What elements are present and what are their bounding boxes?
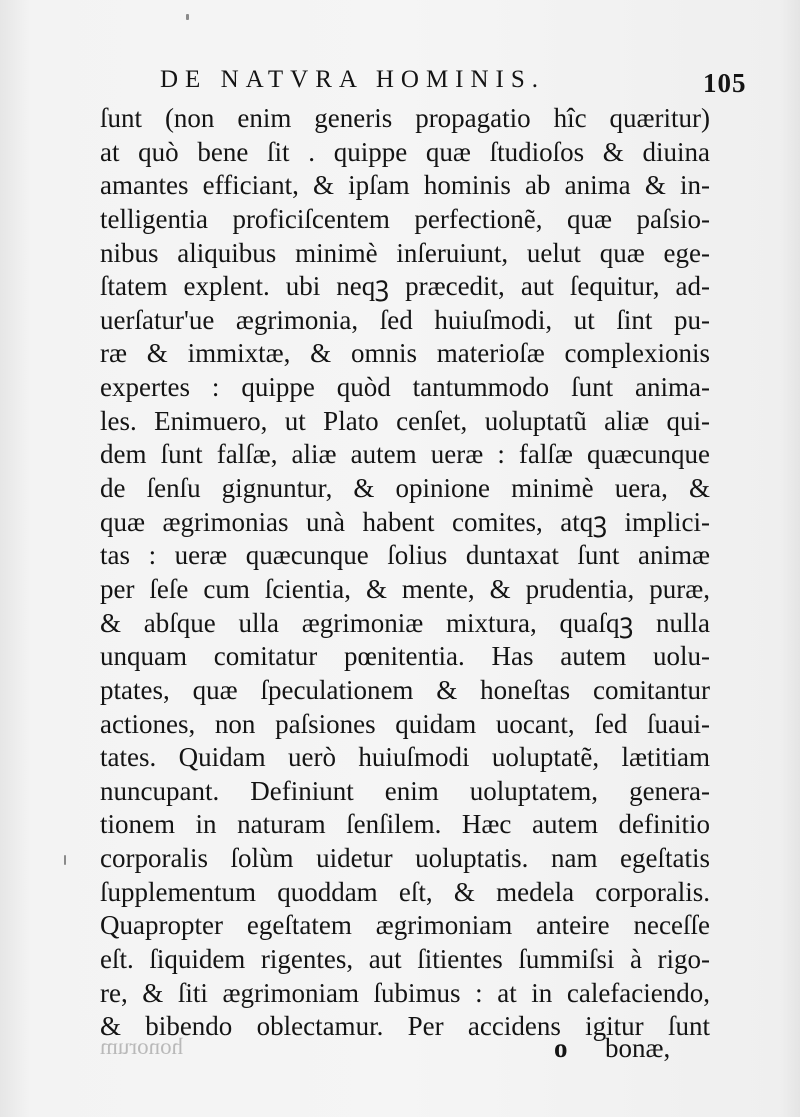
- body-text: [100, 102, 716, 1044]
- ink-speck: [186, 14, 189, 20]
- text-line: per ſeſe cum ſcientia, & mente, & prudentia, puræ,: [100, 573, 710, 604]
- signature-mark: o: [554, 1033, 568, 1063]
- text-line: amantes efficiant, & ipſam hominis ab anima & in-: [100, 170, 710, 201]
- text-line: tas : ueræ quæcunque ſolius duntaxat ſunt animæ: [100, 540, 710, 571]
- text-line: uerſatur'ue ægrimonia, ſed huiuſmodi, ut ſint pu-: [100, 304, 710, 335]
- text-line: Quapropter egeſtatem ægrimoniam anteire neceſſe: [100, 910, 710, 941]
- catchword: bonæ,: [605, 1033, 671, 1063]
- text-line: unquam comitatur pœnitentia. Has autem uolu-: [100, 641, 710, 672]
- text-line: ſunt (non enim generis propagatio hîc quæritur): [100, 103, 710, 133]
- text-line: les. Enimuero, ut Plato cenſet, uoluptatũ aliæ qui-: [100, 405, 710, 436]
- running-title: DE NATVRA HOMINIS.: [160, 66, 546, 93]
- text-line: quæ ægrimonias unà habent comites, atqꝫ implici-: [100, 506, 710, 537]
- text-line: & abſque ulla ægrimoniæ mixtura, quaſqꝫ nulla: [100, 607, 710, 638]
- text-line: ptates, quæ ſpeculationem & honeſtas comitantur: [100, 674, 710, 705]
- page-number: 105: [703, 68, 747, 98]
- text-line: tates. Quidam uerò huiuſmodi uoluptatẽ, lætitiam: [100, 742, 710, 773]
- text-line: actiones, non paſsiones quidam uocant, ſed ſuaui-: [100, 708, 710, 739]
- text-line: at quò bene ſit . quippe quæ ſtudioſos & diuina: [100, 136, 710, 167]
- text-line: re, & ſiti ægrimoniam ſubimus : at in calefaciendo,: [100, 977, 710, 1008]
- text-line: ſupplementum quoddam eſt, & medela corporalis.: [100, 876, 710, 907]
- show-through-text: honorum: [100, 1034, 184, 1059]
- ink-speck: [64, 855, 66, 865]
- text-line: ſtatem explent. ubi neqꝫ præcedit, aut ſequitur, ad-: [100, 271, 710, 302]
- text-line: eſt. ſiquidem rigentes, aut ſitientes ſummiſsi à rigo-: [100, 944, 710, 975]
- text-line: & bibendo oblectamur. Per accidens igitur ſunt: [100, 1011, 710, 1042]
- text-line: nibus aliquibus minimè inſeruiunt, uelut quæ ege-: [100, 237, 710, 268]
- text-line: corporalis ſolùm uidetur uoluptatis. nam egeſtatis: [100, 843, 710, 874]
- text-line: telligentia proficiſcentem perfectionẽ, quæ paſsio-: [100, 203, 710, 234]
- text-line: dem ſunt falſæ, aliæ autem ueræ : falſæ quæcunque: [100, 439, 710, 470]
- text-line: tionem in naturam ſenſilem. Hæc autem definitio: [100, 809, 710, 840]
- text-line: de ſenſu gignuntur, & opinione minimè uera, &: [100, 473, 710, 504]
- text-line: ræ & immixtæ, & omnis materioſæ complexionis: [100, 338, 710, 369]
- text-line: expertes : quippe quòd tantummodo ſunt anima-: [100, 372, 710, 403]
- text-line: nuncupant. Definiunt enim uoluptatem, genera-: [100, 775, 710, 806]
